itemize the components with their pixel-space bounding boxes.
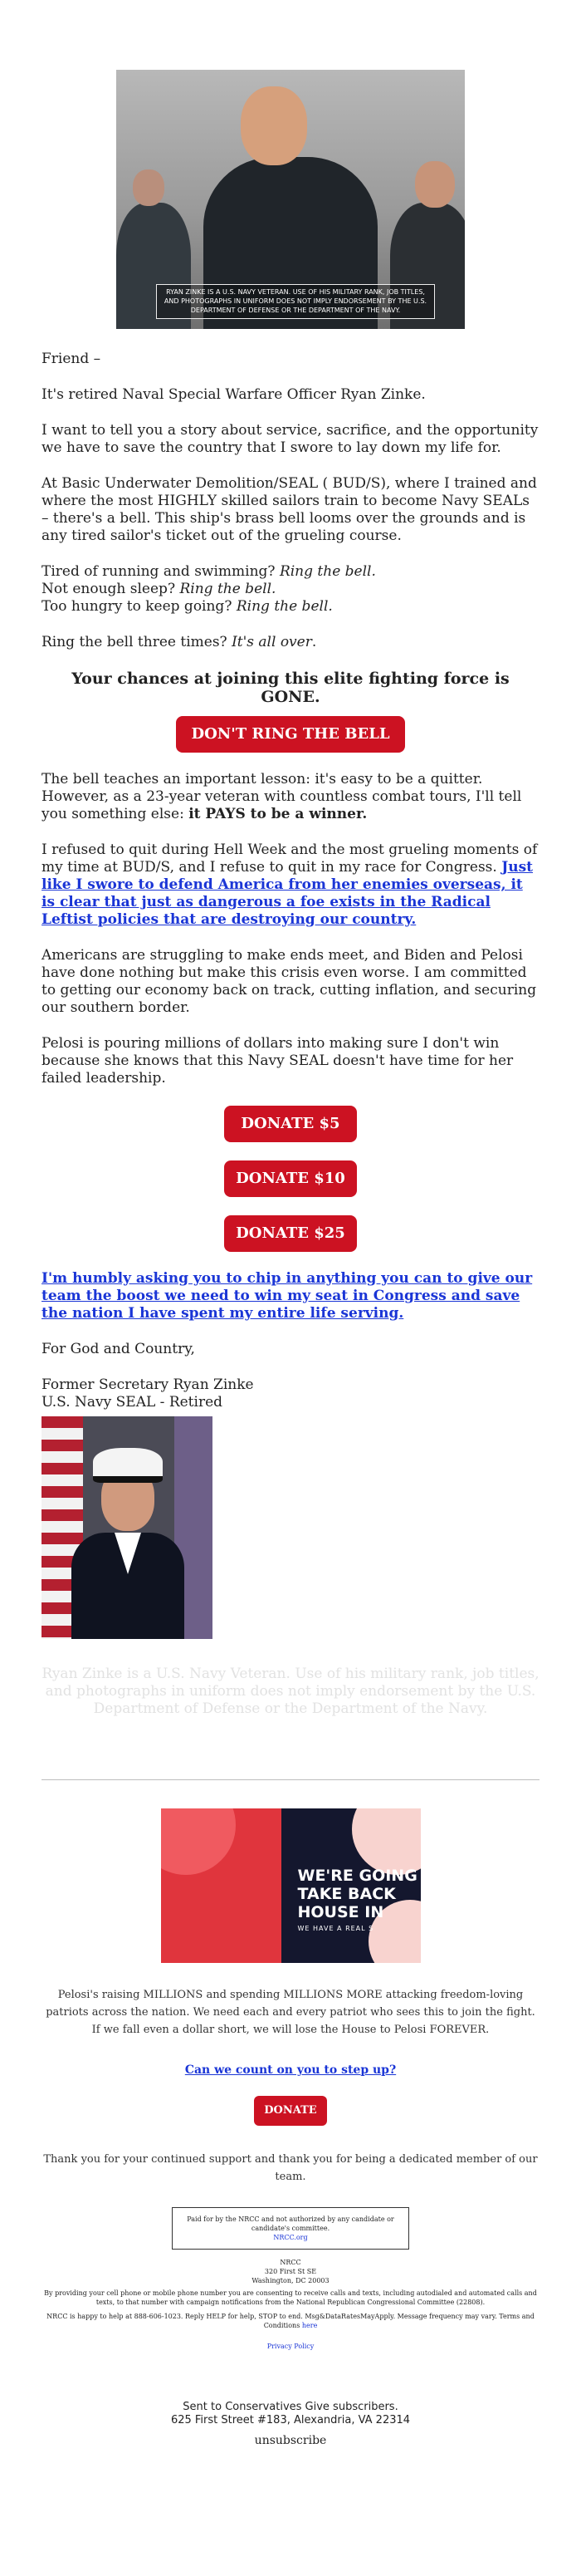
ring-bell-lines: [42, 563, 540, 616]
ring-line: Not enough sleep? Ring the bell.: [42, 581, 276, 597]
legal-section: NRCC 320 First St SE Washington, DC 20003 By providing your cell phone or mobile phone number you are consenting to receive calls and texts, including autodialed and automated calls and texts, to that number with campaign notifications from the National Republican Congressional Committee (22808). NRCC is happy to help at 888-606-1023. Reply HELP for help, STOP to end. Msg&DataRatesMayApply. Message frequency may vary. Terms and Conditions here Privacy Policy: [42, 2258, 540, 2351]
nrcc-banner-image[interactable]: [161, 1808, 421, 1963]
headline: Your chances at joining this elite fighting force is GONE.: [71, 670, 510, 706]
sms-consent: By providing your cell phone or mobile phone number you are consenting to receive calls and texts, including autodialed and automated calls and texts, to that number with campaign notifications from the National Republican Congressional Committee (22808).: [44, 2289, 537, 2306]
donate-5-button[interactable]: DONATE $5: [224, 1106, 357, 1142]
signature: [42, 1376, 540, 1411]
nrcc-body: Pelosi's raising MILLIONS and spending MILLIONS MORE attacking freedom-loving patriots across the nation. We need each and every patriot who sees this to join the fight. If we fall even a dollar short, we will lose the House to Pelosi FOREVER.: [46, 1989, 535, 2036]
quitter-paragraph: The bell teaches an important lesson: it's easy to be a quitter. However, as a 23-year veteran with countless combat tours, I'll tell you something else: it PAYS to be a winner.: [42, 771, 522, 822]
greeting: Friend –: [42, 351, 101, 367]
defend-america-link[interactable]: Just like I swore to defend America from her enemies overseas, it is clear that just as dangerous a foe exists in the Radical Leftist policies that are destroying our country.: [42, 859, 534, 928]
closing: For God and Country,: [42, 1341, 195, 1357]
terms-link[interactable]: here: [301, 2322, 318, 2329]
email-footer: [0, 2401, 581, 2447]
signature-title: U.S. Navy SEAL - Retired: [42, 1394, 223, 1411]
privacy-policy-link[interactable]: Privacy Policy: [266, 2343, 315, 2350]
hero-caption: RYAN ZINKE IS A U.S. NAVY VETERAN. USE OF HIS MILITARY RANK, JOB TITLES, AND PHOTOGRAPHS IN UNIFORM DOES NOT IMPLY ENDORSEMENT BY THE U.S. DEPARTMENT OF DEFENSE OR THE DEPARTMENT OF THE NAVY.: [156, 284, 435, 319]
thanks-text: Thank you for your continued support and thank you for being a dedicated member of our team.: [43, 2153, 538, 2183]
paid-for-box: Paid for by the NRCC and not authorized by any candidate or candidate's committee. NRCC.org: [0, 2207, 581, 2250]
step-up-link[interactable]: Can we count on you to step up?: [184, 2063, 397, 2077]
refuse-paragraph: I refused to quit during Hell Week and the most grueling moments of my time at BUD/S, and I refuse to quit in my race for Congress. Just like I swore to defend America from her enemies overseas, it is clear that just as dangerous a foe exists in the Radical Leftist policies that are destroying our country.: [42, 841, 538, 928]
signature-name: Former Secretary Ryan Zinke: [42, 1376, 254, 1393]
banner-tagline: WE HAVE A REAL S: [297, 1925, 374, 1932]
letter-body: [42, 351, 540, 1718]
three-times-line: Ring the bell three times? It's all over.: [42, 634, 317, 650]
ring-line: Tired of running and swimming? Ring the bell.: [42, 563, 376, 580]
sent-to-text: Sent to Conservatives Give subscribers.: [183, 2401, 398, 2413]
bell-paragraph: At Basic Underwater Demolition/SEAL ( BUD/S), where I trained and where the most HIGHLY skilled sailors train to become Navy SEALs – there's a bell. This ship's brass bell looms over the grounds and is any tired sailor's ticket out of the grueling course.: [42, 475, 537, 544]
section-divider: [42, 1779, 540, 1780]
donate-10-button[interactable]: DONATE $10: [224, 1160, 357, 1197]
nrcc-section: [42, 1986, 540, 2186]
chip-in-link[interactable]: I'm humbly asking you to chip in anything you can to give our team the boost we need to win my seat in Congress and save the nation I have spent my entire life serving.: [42, 1270, 533, 1322]
pelosi-paragraph: Pelosi is pouring millions of dollars into making sure I don't win because she knows that this Navy SEAL doesn't have time for her failed leadership.: [42, 1035, 514, 1087]
hero-photo: [116, 70, 465, 329]
dont-ring-bell-button[interactable]: DON'T RING THE BELL: [176, 716, 405, 753]
nrcc-site-link[interactable]: NRCC.org: [273, 2234, 308, 2241]
story-paragraph: I want to tell you a story about service, sacrifice, and the opportunity we have to save the country that I swore to lay down my life for.: [42, 422, 539, 456]
banner-headline: WE'RE GOING TAKE BACK HOUSE IN: [297, 1867, 417, 1921]
sender-address: 625 First Street #183, Alexandria, VA 22314: [170, 2414, 411, 2426]
donate-25-button[interactable]: DONATE $25: [224, 1215, 357, 1252]
economy-paragraph: Americans are struggling to make ends meet, and Biden and Pelosi have done nothing but make this crisis even worse. I am committed to getting our economy back on track, cutting inflation, and securing our southern border.: [42, 947, 537, 1016]
ring-line: Too hungry to keep going? Ring the bell.: [42, 598, 333, 615]
intro-paragraph: It's retired Naval Special Warfare Officer Ryan Zinke.: [42, 386, 426, 403]
navy-portrait-photo: [42, 1416, 212, 1639]
nrcc-donate-button[interactable]: DONATE: [254, 2096, 327, 2126]
veteran-disclaimer: Ryan Zinke is a U.S. Navy Veteran. Use of his military rank, job titles, and photographs in uniform does not imply endorsement by the U.S. Department of Defense or the Department of the Navy.: [42, 1666, 540, 1717]
help-text: NRCC is happy to help at 888-606-1023. Reply HELP for help, STOP to end. Msg&DataRatesMayApply. Message frequency may vary. Terms and Conditions here: [46, 2313, 535, 2329]
unsubscribe-link[interactable]: unsubscribe: [254, 2434, 327, 2447]
